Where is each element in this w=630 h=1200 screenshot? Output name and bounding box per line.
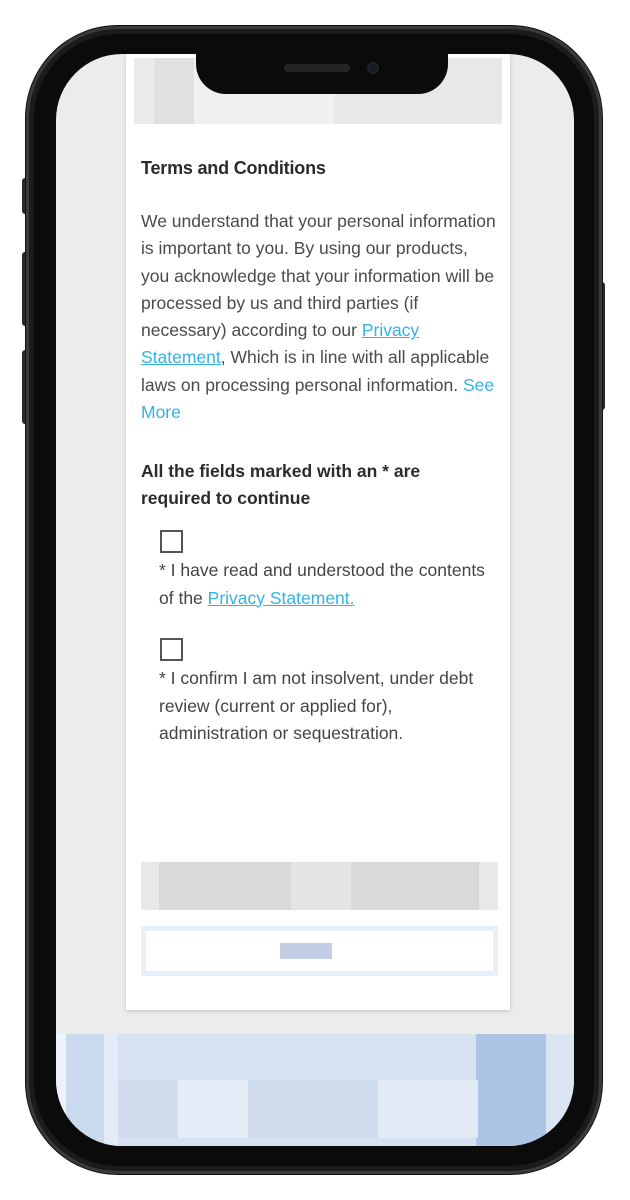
blurred-footer-content [118, 1080, 478, 1138]
terms-card [126, 54, 510, 1010]
front-camera-icon [367, 62, 379, 74]
terms-body-text-continued: , Which is in line with all applicable laws on processing personal information. [141, 347, 490, 395]
not-insolvent-label: * I confirm I am not insolvent, under debt review (current or applied for), administration or sequestration. [159, 668, 474, 743]
blurred-secondary-button[interactable] [141, 926, 498, 976]
not-insolvent-checkbox[interactable] [160, 638, 183, 661]
required-fields-note: All the fields marked with an * are required to continue [141, 461, 421, 508]
blurred-primary-button[interactable] [141, 862, 498, 910]
privacy-statement-link-2[interactable]: Privacy Statement. [207, 587, 355, 608]
blurred-footer [56, 1034, 574, 1146]
privacy-read-checkbox[interactable] [160, 530, 183, 553]
privacy-read-label [159, 557, 489, 612]
privacy-read-text: * I have read and understood the contents of the [159, 560, 485, 608]
terms-body-text: We understand that your personal information is important to you. By using our products, you acknowledge that your information will be processed by us and third parties (if necessary) according to our [141, 211, 496, 341]
blurred-button-label [280, 943, 332, 959]
privacy-statement-link[interactable]: Privacy Statement [141, 320, 420, 368]
phone-notch [196, 54, 448, 94]
terms-heading: Terms and Conditions [141, 158, 326, 178]
phone-screen [56, 54, 574, 1146]
speaker-grille [284, 64, 350, 72]
see-more-link[interactable]: See More [141, 374, 495, 423]
terms-body [141, 208, 497, 426]
